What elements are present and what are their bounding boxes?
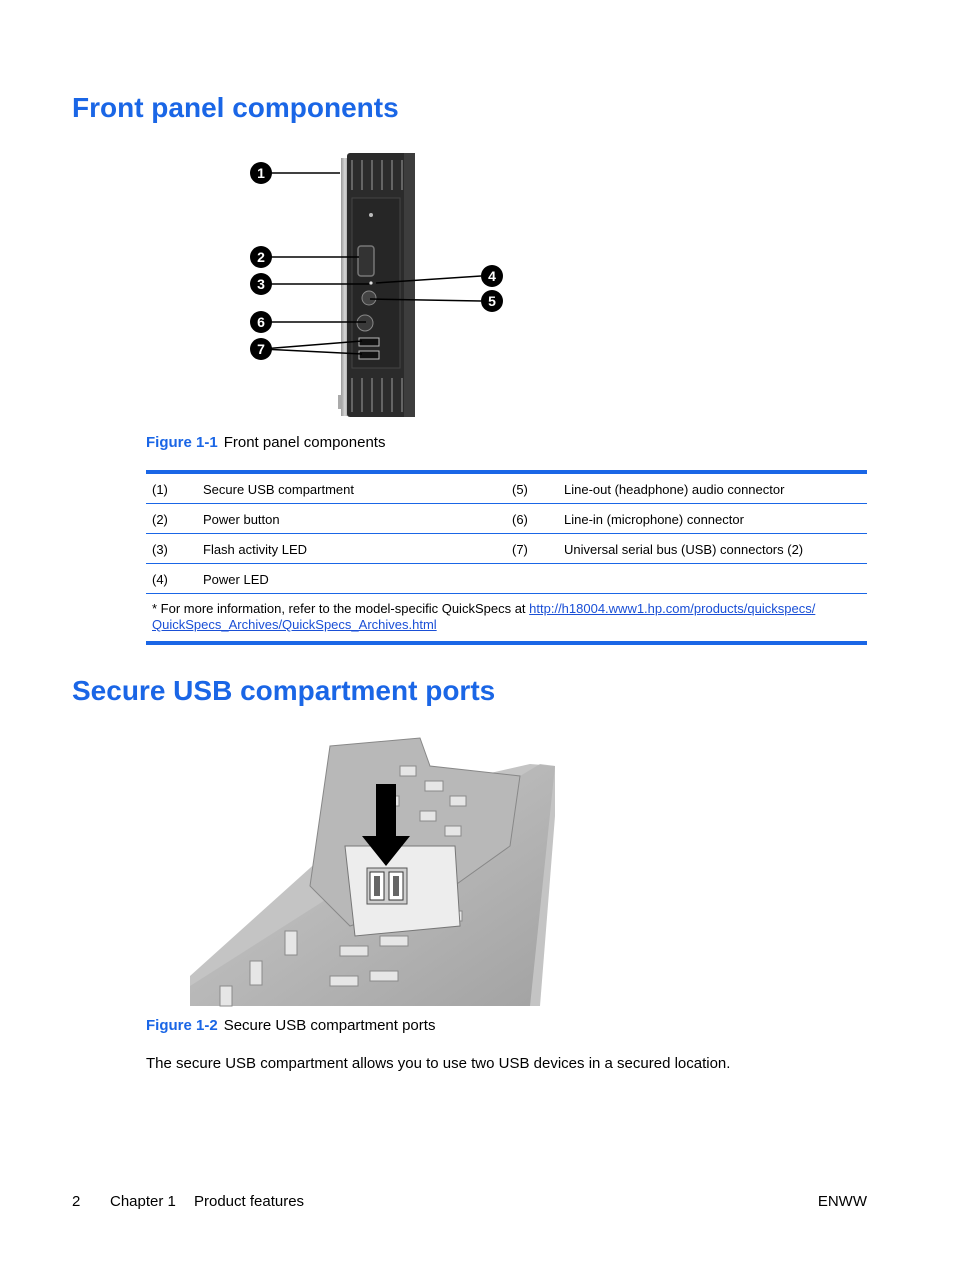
- item-number: (5): [512, 482, 528, 497]
- figure-label: Figure 1-1: [146, 434, 218, 451]
- item-number: (6): [512, 512, 528, 527]
- svg-text:2: 2: [257, 249, 265, 265]
- callout-6: [250, 311, 272, 333]
- quickspecs-link[interactable]: http://h18004.www1.hp.com/products/quickspecs/: [529, 601, 816, 616]
- table-row: [146, 564, 867, 594]
- callout-1: [250, 162, 272, 184]
- footer-chapter: Chapter 1: [110, 1193, 176, 1210]
- figure-caption-text: Front panel components: [223, 434, 386, 451]
- footnote-text: * For more information, refer to the model-specific QuickSpecs at: [152, 601, 530, 616]
- item-description: Power LED: [203, 572, 269, 587]
- secure-usb-figure: [190, 736, 570, 1012]
- footer-enww: ENWW: [817, 1193, 867, 1210]
- components-table: [146, 470, 867, 645]
- callout-7: [250, 338, 272, 360]
- item-description: Line-out (headphone) audio connector: [564, 482, 785, 497]
- section-title-front-panel: Front panel components: [72, 92, 399, 123]
- svg-text:3: 3: [257, 276, 265, 292]
- item-number: (2): [152, 512, 168, 527]
- figure-caption-text: Secure USB compartment ports: [223, 1017, 436, 1034]
- item-description: Universal serial bus (USB) connectors (2): [564, 542, 804, 557]
- item-description: Line-in (microphone) connector: [564, 512, 744, 527]
- svg-text:5: 5: [488, 293, 496, 309]
- item-number: (1): [152, 482, 168, 497]
- item-description: Flash activity LED: [203, 542, 308, 557]
- table-row: [146, 504, 867, 534]
- quickspecs-link-continued[interactable]: QuickSpecs_Archives/QuickSpecs_Archives.html: [152, 617, 437, 632]
- item-number: (7): [512, 542, 528, 557]
- callout-2: [250, 246, 272, 268]
- svg-text:6: 6: [257, 314, 265, 330]
- figure-label: Figure 1-2: [146, 1017, 218, 1034]
- table-footnote: [146, 594, 867, 641]
- footer-chapter-title: Product features: [194, 1193, 305, 1210]
- item-description: Power button: [203, 512, 280, 527]
- table-row: [146, 534, 867, 564]
- callout-4: [481, 265, 503, 287]
- table-row: [146, 474, 867, 504]
- section-title-secure-usb: Secure USB compartment ports: [72, 675, 496, 706]
- figure-1-1-caption: [146, 434, 385, 451]
- callout-5: [481, 290, 503, 312]
- item-number: (4): [152, 572, 168, 587]
- item-description: Secure USB compartment: [203, 482, 355, 497]
- body-paragraph: The secure USB compartment allows you to use two USB devices in a secured location.: [146, 1055, 731, 1072]
- svg-text:7: 7: [257, 341, 265, 357]
- page-number: 2: [72, 1193, 81, 1210]
- figure-1-2-caption: [146, 1017, 435, 1034]
- svg-text:4: 4: [488, 268, 496, 284]
- svg-text:1: 1: [257, 165, 265, 181]
- front-panel-figure: [240, 150, 520, 422]
- item-number: (3): [152, 542, 168, 557]
- callout-3: [250, 273, 272, 295]
